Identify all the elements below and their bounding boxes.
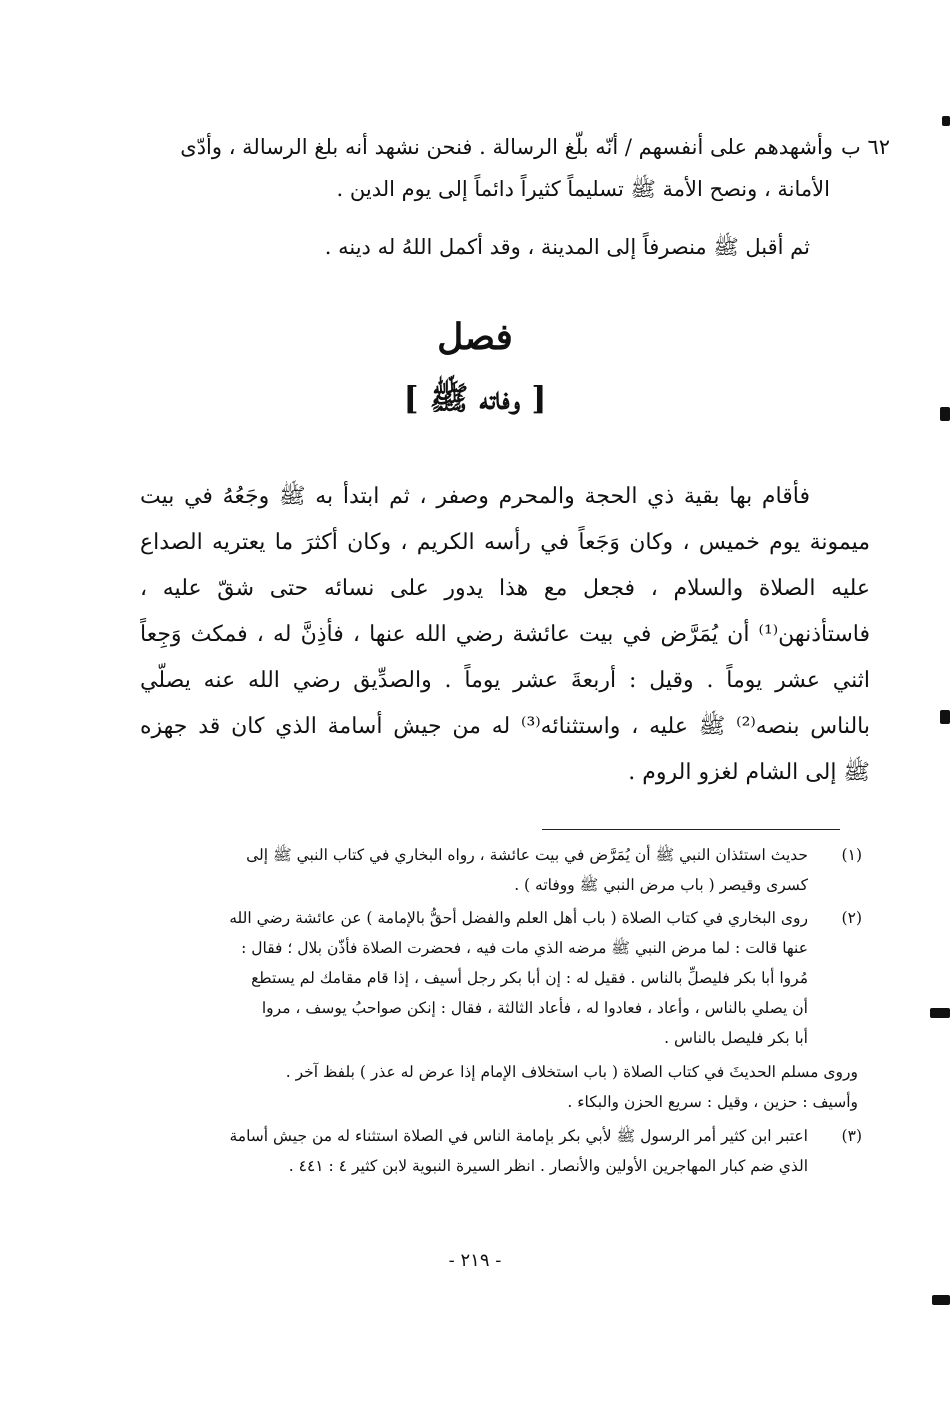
footnote-2 [138, 903, 860, 1053]
footnote-line: وروى مسلم الحديثَ في كتاب الصلاة ( باب استخلاف الإمام إذا عرض له عذر ) بلفظ آخر . [285, 1063, 858, 1081]
intro-paragraph [130, 126, 890, 268]
footnote-number: (٢) [841, 909, 862, 927]
body-line: عليه الصلاة والسلام ، فجعل مع هذا يدور على نسائه حتى شقّ عليه ، [140, 576, 870, 601]
footnote-number: (١) [841, 846, 862, 864]
footnotes [138, 840, 860, 1184]
body-line: فأقام بها بقية ذي الحجة والمحرم وصفر ، ثم ابتدأ به ﷺ وجَعُهُ في بيت [140, 484, 810, 509]
footnote-line: كسرى وقيصر ( باب مرض النبي ﷺ ووفاته ) . [514, 876, 808, 894]
footnote-line: اعتبر ابن كثير أمر الرسول ﷺ لأبي بكر بإمامة الناس في الصلاة استثناء له من جيش أسامة [229, 1127, 808, 1145]
intro-line: ٦٢ بوأشهدهم على أنفسهم / أنّه بلّغ الرسالة . فنحن نشهد أنه بلغ الرسالة ، وأدّى [130, 126, 890, 168]
footnote-line: الذي ضم كبار المهاجرين الأولين والأنصار . انظر السيرة النبوية لابن كثير ٤ : ٤٤١ . [288, 1157, 808, 1175]
body-paragraph [140, 474, 870, 796]
footnote-1 [138, 840, 860, 900]
section-subtitle: [ وفاته ﷺ ] [403, 379, 547, 417]
body-line: بالناس بنصه⁽²⁾ ﷺ عليه ، واستثنائه⁽³⁾ له من جيش أسامة الذي كان قد جهزه [140, 714, 870, 739]
scan-margin-mark [940, 710, 950, 724]
scan-margin-mark [932, 1295, 950, 1305]
footnote-separator [542, 829, 840, 830]
body-line: ﷺ إلى الشام لغزو الروم . [628, 760, 870, 785]
footnote-line: وأسيف : حزين ، وقيل : سريع الحزن والبكاء . [567, 1093, 858, 1111]
section-title: فصل [437, 316, 513, 358]
footnote-line: حديث استئذان النبي ﷺ أن يُمَرَّض في بيت عائشة ، رواه البخاري في كتاب النبي ﷺ إلى [246, 846, 808, 864]
footnote-line: أن يصلي بالناس ، وأعاد ، فعادوا له ، فأعاد الثالثة ، فقال : إنكن صواحبُ يوسف ، مروا [261, 999, 808, 1017]
scan-margin-mark [940, 407, 950, 421]
footnote-line: روى البخاري في كتاب الصلاة ( باب أهل العلم والفضل أحقُّ بالإمامة ) عن عائشة رضي الله [229, 909, 808, 927]
footnote-3 [138, 1121, 860, 1181]
scan-margin-mark [942, 116, 950, 126]
footnote-number: (٣) [841, 1127, 862, 1145]
scan-margin-mark [930, 1008, 950, 1018]
footnote-line: مُروا أبا بكر فليصلِّ بالناس . فقيل له : إن أبا بكر رجل أسيف ، إذا قام مقامك لم يستطع [251, 969, 808, 987]
footnote-line: عنها قالت : لما مرض النبي ﷺ مرضه الذي مات فيه ، فحضرت الصلاة فأذّن بلال ؛ فقال : [241, 939, 808, 957]
page-number: - ٢١٩ - [448, 1250, 502, 1271]
body-line: فاستأذنهن⁽¹⁾ أن يُمَرَّض في بيت عائشة رضي الله عنها ، فأذِنَّ له ، فمكث وَجِعاً [140, 622, 870, 647]
body-line: اثني عشر يوماً . وقيل : أربعةَ عشر يوماً . والصدِّيق رضي الله عنه يصلّي [140, 668, 870, 693]
intro-line: الأمانة ، ونصح الأمة ﷺ تسليماً كثيراً دائماً إلى يوم الدين . [336, 177, 830, 201]
footnote-line: أبا بكر فليصل بالناس . [664, 1029, 808, 1047]
footnote-2-continuation [138, 1057, 860, 1117]
folio-marker: ٦٢ ب [840, 135, 890, 159]
intro-indented-line: ثم أقبل ﷺ منصرفاً إلى المدينة ، وقد أكمل اللهُ له دينه . [324, 235, 810, 259]
body-line: ميمونة يوم خميس ، وكان وَجَعاً في رأسه الكريم ، وكان أكثرَ ما يعتريه الصداع [140, 530, 870, 555]
